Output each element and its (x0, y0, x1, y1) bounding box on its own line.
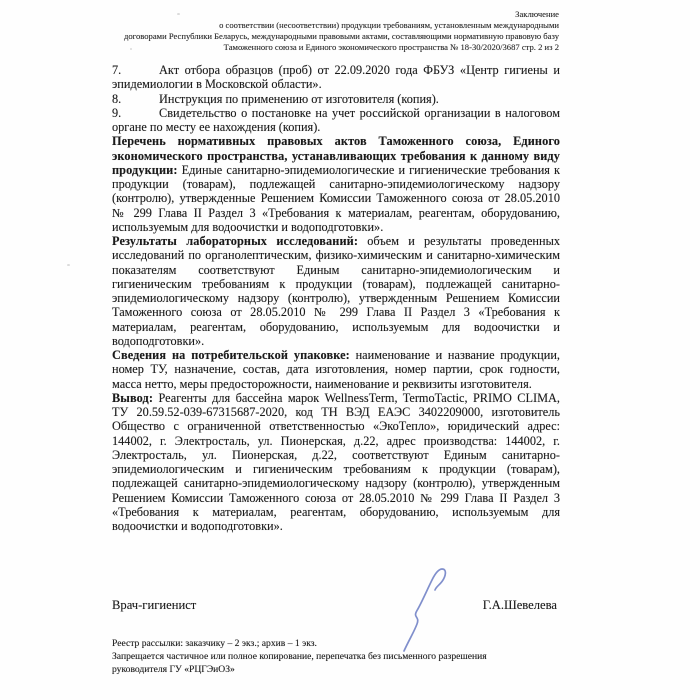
document-footer (112, 637, 487, 677)
paragraph-conclusion (112, 391, 560, 534)
numbered-item-7 (112, 63, 560, 92)
item-9-text: Свидетельство о постановке на учет российской организации в налоговом органе по месту ее нахождения (копия). (112, 105, 560, 134)
numbered-item-9 (112, 106, 560, 135)
footer-copy-restriction-line: Запрещается частичное или полное копирование, перепечатка без письменного разрешения (112, 651, 487, 663)
signature-row (112, 598, 557, 613)
scan-speck (130, 48, 132, 50)
paragraph-normative-acts-lead: Перечень нормативных правовых актов Таможенного союза, Единого экономического пространства, устанавливающих требования к данному виду продукции: (112, 134, 560, 177)
item-7-text: Акт отбора образцов (проб) от 22.09.2020 года ФБУЗ «Центр гигиены и эпидемиологии в Московской области». (112, 63, 560, 92)
signatory-role: Врач-гигиенист (112, 598, 197, 612)
header-line-2: о соответствии (несоответствии) продукции требованиям, установленным международными (219, 20, 559, 30)
document-header (124, 9, 559, 53)
paragraph-conclusion-lead: Вывод: (112, 390, 154, 405)
footer-authority-line: руководителя ГУ «РЦГЭиОЗ» (112, 664, 235, 676)
paragraph-conclusion-text: Реагенты для бассейна марок WellnessTerm, TermoTactic, PRIMO CLIMA, ТУ 20.59.52-039-67315687-2020, код ТН ВЭД ЕАЭС 3402209000, изготовитель Общество с ограниченной ответственностью «ЭкоТепло», юридический адрес: 144002, г. Электросталь, ул. Пионерская, д.22, адрес производства: 144002, г. Электросталь, ул. Пионерская, д.22, соответствуют Единым санитарно-эпидемиологическим и гигиеническим требованиям к продукции (товарам), подлежащей санитарно-эпидемиологическому надзору (контролю), утвержденным Решением Комиссии Таможенного союза от 28.05.2010 № 299 Глава II Раздел 3 «Требования к материалам, реагентам, оборудованию, используемым для водоочистки и водоподготовки». (112, 390, 560, 533)
paragraph-packaging-info (112, 348, 560, 391)
paragraph-lab-results-text: объем и результаты проведенных исследований по органолептическим, физико-химическим и санитарно-химическим показателям соответствуют Единым санитарно-эпидемиологическим и гигиеническим требованиям к продукции (товарам), подлежащей санитарно-эпидемиологическому надзору (контролю), утвержденным Решением Комиссии Таможенного союза от 28.05.2010 № 299 Глава II Раздел 3 «Требования к материалам, реагентам, оборудованию, используемым для водоочистки и водоподготовки». (112, 234, 560, 348)
paragraph-normative-acts (112, 134, 560, 234)
item-7-number: 7. (112, 63, 122, 77)
paragraph-lab-results-lead: Результаты лабораторных исследований: (112, 234, 359, 248)
header-line-3: договорами Республики Беларусь, международными правовыми актами, составляющими нормативную правовую базу (123, 31, 559, 41)
item-8-number: 8. (112, 91, 122, 106)
paragraph-packaging-info-lead: Сведения на потребительской упаковке: (112, 348, 350, 362)
item-9-number: 9. (112, 105, 122, 120)
signatory-name: Г.А.Шевелева (482, 598, 557, 612)
paragraph-lab-results (112, 234, 560, 348)
scan-speck (177, 13, 180, 15)
paragraph-normative-acts-text: Единые санитарно-эпидемиологические и гигиенические требования к продукции (товарам), подлежащей санитарно-эпидемиологическому надзору (контролю), утвержденные Решением Комиссии Таможенного союза от 28.05.2010 № 299 Глава II Раздел 3 «Требования к материалам, реагентам, оборудованию, используемым для водоочистки и водоподготовки». (112, 162, 560, 234)
footer-distribution-line: Реестр рассылки: заказчику – 2 экз.; архив – 1 экз. (112, 638, 317, 649)
header-line-4: Таможенного союза и Единого экономического пространства № 18-30/2020/3687 стр. 2 из 2 (223, 42, 559, 52)
paragraph-packaging-info-text: наименование и название продукции, номер ТУ, назначение, состав, дата изготовления, номер партии, срок годности, масса нетто, меры предосторожности, наименование и реквизиты изготовителя. (112, 348, 560, 391)
header-title-line: Заключение (515, 9, 559, 19)
numbered-item-8 (112, 92, 560, 106)
document-body (112, 63, 560, 533)
item-8-text: Инструкция по применению от изготовителя (копия). (159, 91, 439, 106)
scan-speck (67, 264, 70, 266)
